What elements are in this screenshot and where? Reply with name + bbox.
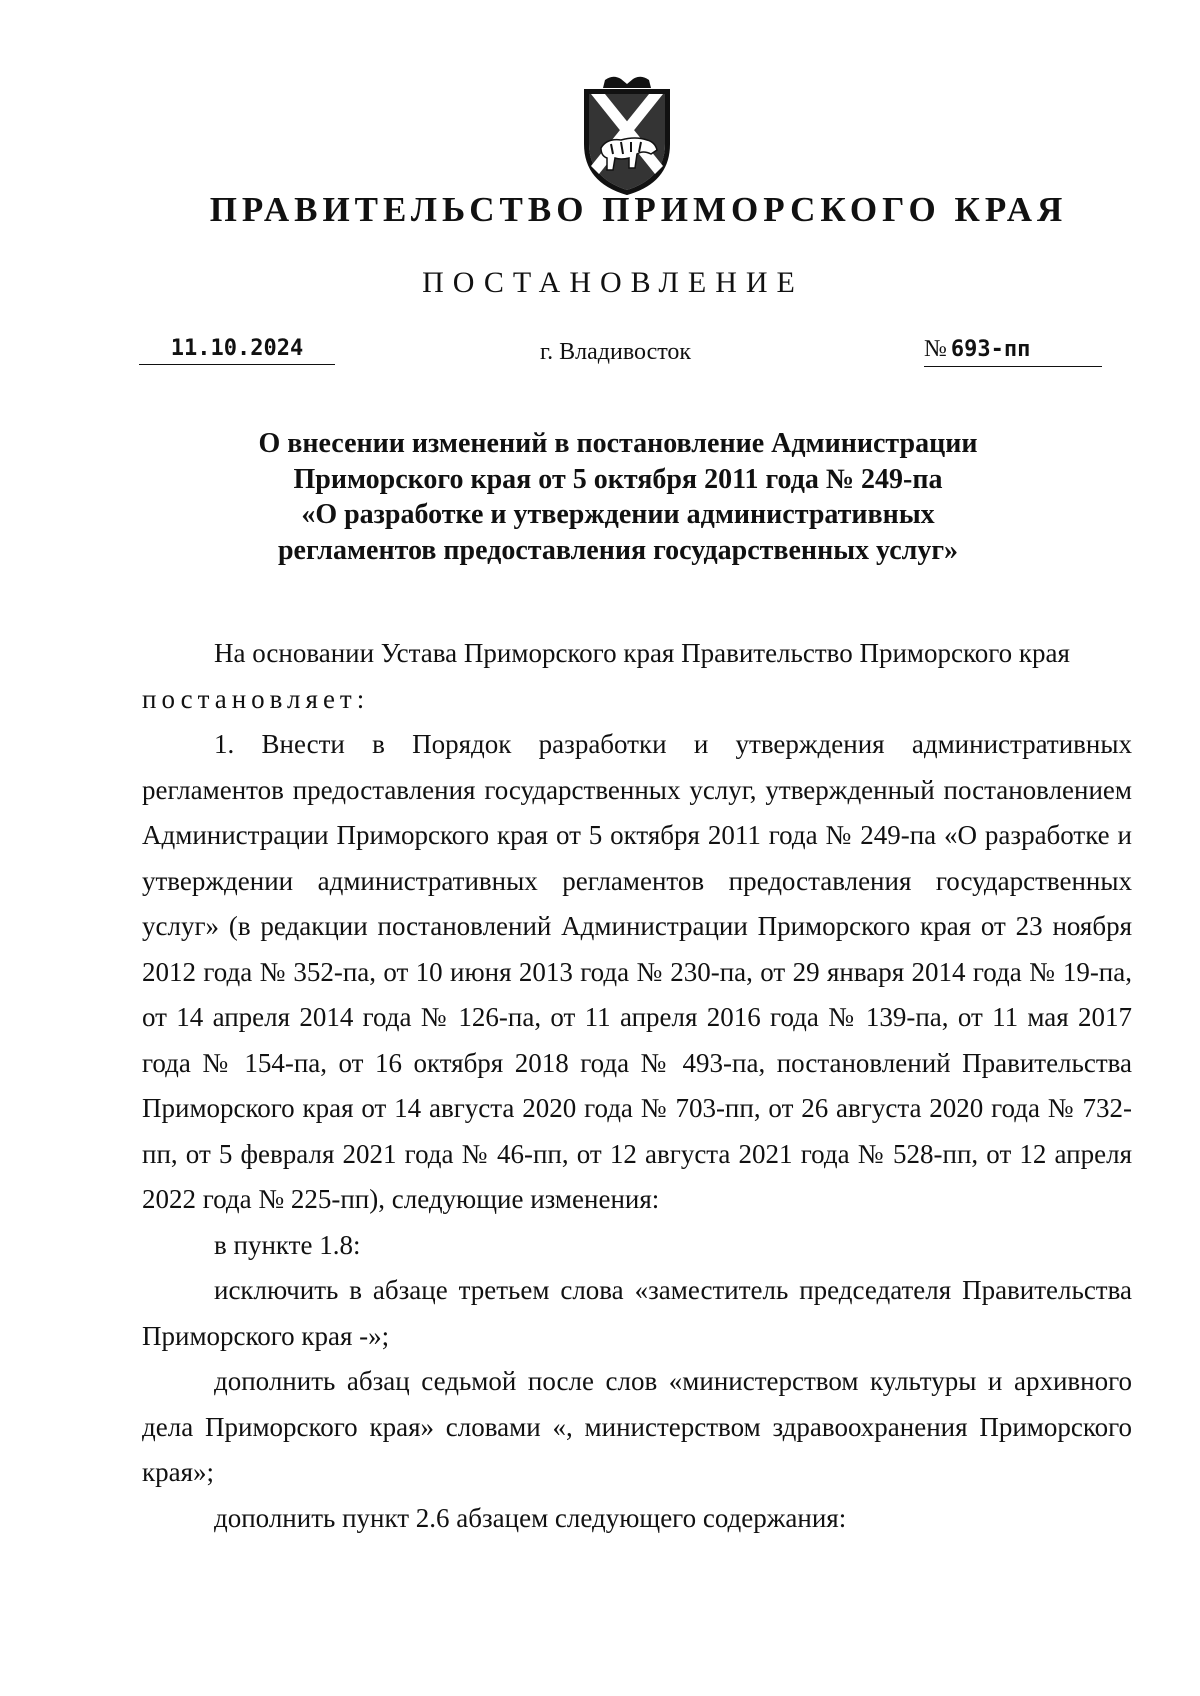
intro-paragraph: На основании Устава Приморского края Правительство Приморского края <box>214 638 1070 668</box>
document-subject <box>0 426 1200 568</box>
supplement-2-6-paragraph: дополнить пункт 2.6 абзацем следующего содержания: <box>214 1502 847 1533</box>
document-city: г. Владивосток <box>540 339 692 365</box>
primorsky-krai-coat-of-arms-icon <box>577 74 677 196</box>
document-type: ПОСТАНОВЛЕНИЕ <box>422 266 804 299</box>
supplement-7-paragraph: дополнить абзац седьмой после слов «министерством культуры и архивного дела Приморского края» словами «, министерством здравоохранения Приморского края»; <box>142 1366 1132 1487</box>
number-value: 693-пп <box>950 337 1031 362</box>
subject-line: О внесении изменений в постановление Администрации <box>258 428 978 459</box>
document-number <box>924 336 1102 367</box>
document-body <box>142 631 1132 1541</box>
document-date: 11.10.2024 <box>139 336 335 365</box>
exclude-paragraph: исключить в абзаце третьем слова «заместитель председателя Правительства Приморского края -»; <box>142 1275 1132 1351</box>
subject-line: регламентов предоставления государственных услуг» <box>277 534 959 566</box>
subject-line: «О разработке и утверждении административных <box>301 499 935 530</box>
point-1-8-paragraph: в пункте 1.8: <box>214 1229 361 1260</box>
government-title: ПРАВИТЕЛЬСТВО ПРИМОРСКОГО КРАЯ <box>209 190 1068 229</box>
item-1-paragraph: 1. Внести в Порядок разработки и утверждения административных регламентов предоставления государственных услуг, утвержденный постановлением Администрации Приморского края от 5 октября 2011 года № 249-па «О разработке и утверждении административных регламентов предоставления государственных услуг» (в редакции постановлений Администрации Приморского края от 23 ноября 2012 года № 352-па, от 10 июня 2013 года № 230-па, от 29 января 2014 года № 19-па, от 14 апреля 2014 года № 126-па, от 11 апреля 2016 года № 139-па, от 11 мая 2017 года № 154-па, от 16 октября 2018 года № 493-па, постановлений Правительства Приморского края от 14 августа 2020 года № 703-пп, от 26 августа 2020 года № 732-пп, от 5 февраля 2021 года № 46-пп, от 12 августа 2021 года № 528-пп, от 12 апреля 2022 года № 225-пп), следующие изменения: <box>142 729 1132 1214</box>
number-sign: № <box>924 336 947 362</box>
decrees-word: постановляет: <box>142 683 370 714</box>
subject-line: Приморского края от 5 октября 2011 года № 249-па <box>293 463 943 495</box>
